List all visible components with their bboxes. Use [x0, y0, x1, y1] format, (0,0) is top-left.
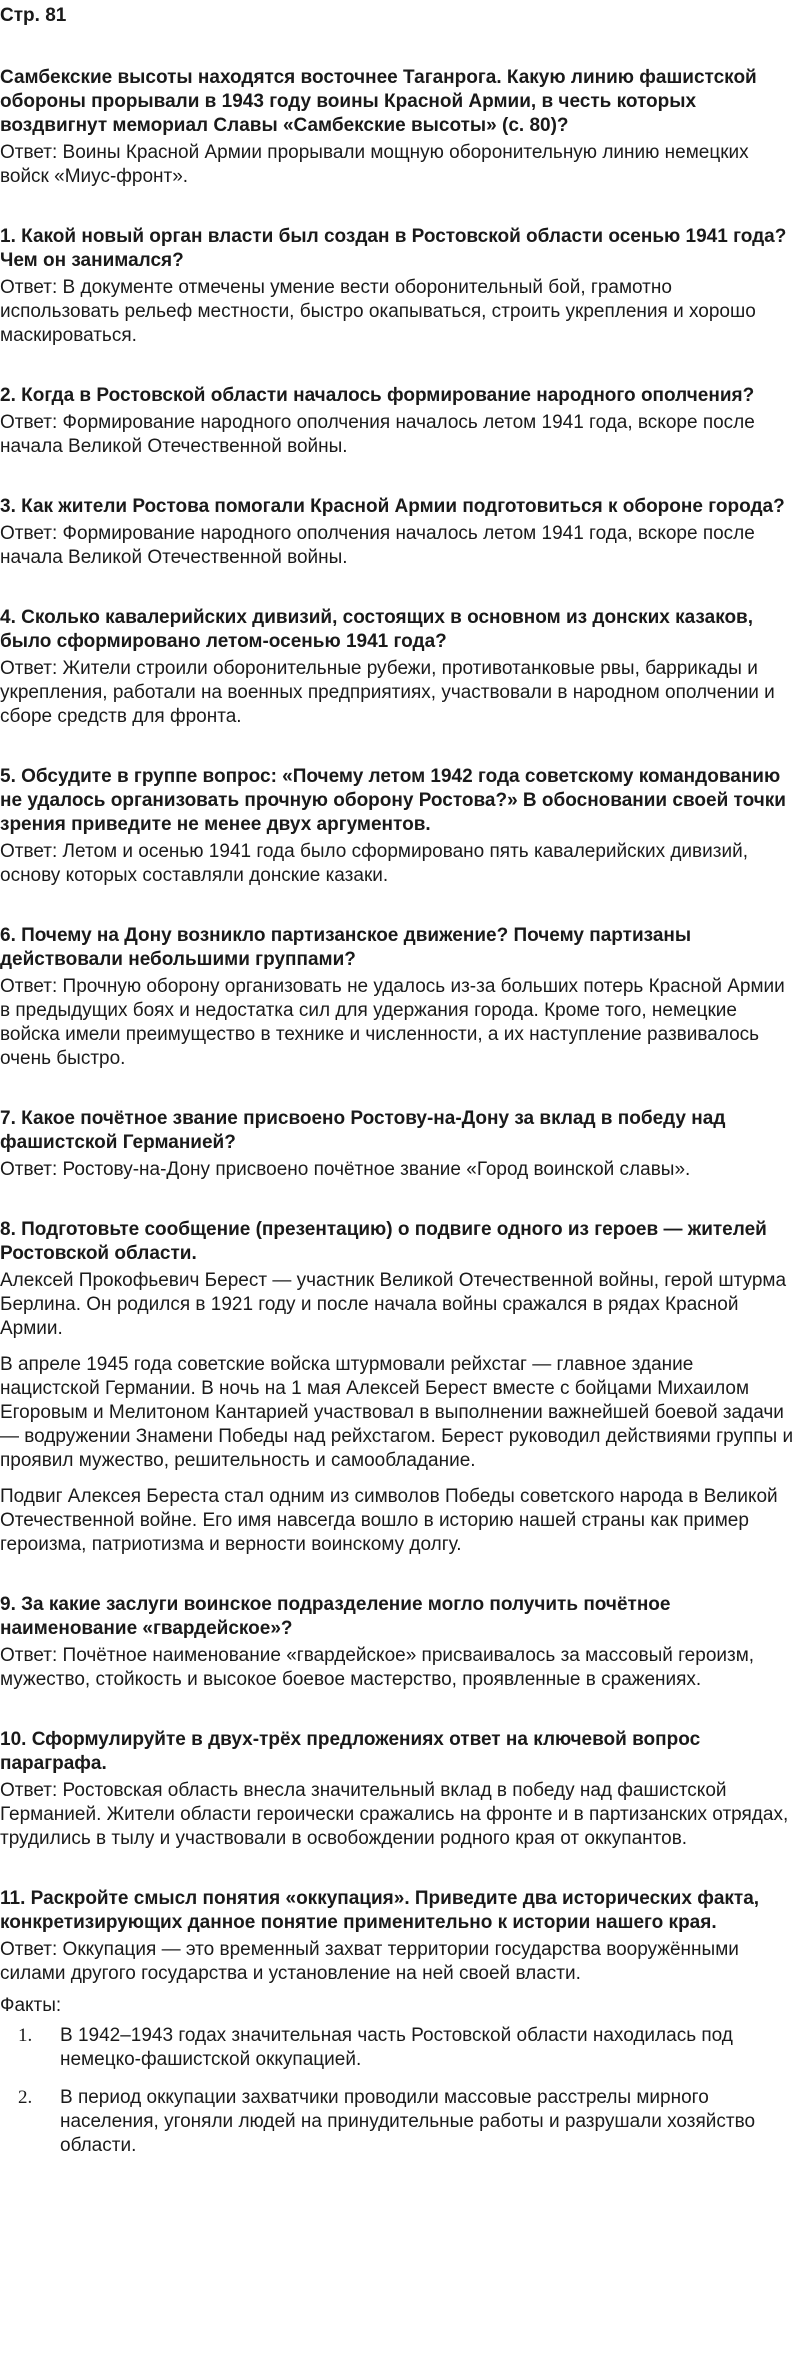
qa-block — [0, 66, 794, 189]
question: Самбекские высоты находятся восточнее Таганрога. Какую линию фашистской обороны прорывали в 1943 году воины Красной Армии, в честь которых воздвигнут мемориал Славы «Самбекские высоты» (с. 80)? — [0, 67, 757, 136]
fact-number: 1. — [18, 2025, 33, 2046]
qa-block — [0, 1107, 794, 1182]
fact-text: В 1942–1943 годах значительная часть Ростовской области находилась под немецко-фашистской оккупацией. — [60, 2025, 733, 2070]
question: 1. Какой новый орган власти был создан в Ростовской области осенью 1941 года? Чем он занимался? — [0, 226, 787, 271]
question: 2. Когда в Ростовской области началось формирование народного ополчения? — [0, 385, 755, 406]
question: 9. За какие заслуги воинское подразделение могло получить почётное наименование «гвардейское»? — [0, 1594, 671, 1639]
answer-paragraph: В апреле 1945 года советские войска штурмовали рейхстаг — главное здание нацистской Германии. В ночь на 1 мая Алексей Берест вместе с бойцами Михаилом Егоровым и Мелитоном Кантарией участвовал в выполнении важнейшей боевой задачи — водружении Знамени Победы над рейхстагом. Берест руководил действиями группы и проявил мужество, решительность и самообладание. — [0, 1354, 794, 1471]
answer: Ответ: Формирование народного ополчения началось летом 1941 года, вскоре после начала Великой Отечественной войны. — [0, 523, 755, 568]
fact-item — [0, 2024, 794, 2072]
answer: Ответ: Формирование народного ополчения началось летом 1941 года, вскоре после начала Великой Отечественной войны. — [0, 412, 755, 457]
answer: Ответ: Жители строили оборонительные рубежи, противотанковые рвы, баррикады и укрепления, работали на военных предприятиях, участвовали в народном ополчении и сборе средств для фронта. — [0, 658, 775, 727]
fact-number: 2. — [18, 2087, 33, 2108]
qa-list — [0, 66, 794, 1851]
fact-text: В период оккупации захватчики проводили массовые расстрелы мирного населения, угоняли людей на принудительные работы и разрушали хозяйство области. — [60, 2087, 756, 2156]
answer: Ответ: Воины Красной Армии прорывали мощную оборонительную линию немецких войск «Миус-фронт». — [0, 142, 749, 187]
answer: Ответ: В документе отмечены умение вести оборонительный бой, грамотно использовать рельеф местности, быстро окапываться, строить укрепления и хорошо маскироваться. — [0, 277, 756, 346]
facts-label: Факты: — [0, 1995, 62, 2016]
qa-block — [0, 1728, 794, 1851]
qa-block — [0, 1218, 794, 1557]
qa-block — [0, 1593, 794, 1692]
question: 6. Почему на Дону возникло партизанское движение? Почему партизаны действовали небольшими группами? — [0, 925, 692, 970]
question: 8. Подготовьте сообщение (презентацию) о подвиге одного из героев — жителей Ростовской области. — [0, 1219, 767, 1264]
question: 10. Сформулируйте в двух-трёх предложениях ответ на ключевой вопрос параграфа. — [0, 1729, 701, 1774]
question: 7. Какое почётное звание присвоено Ростову-на-Дону за вклад в победу над фашистской Германией? — [0, 1108, 726, 1153]
answer: Ответ: Ростову-на-Дону присвоено почётное звание «Город воинской славы». — [0, 1159, 691, 1180]
qa-block — [0, 606, 794, 729]
question-11: 11. Раскройте смысл понятия «оккупация». Приведите два исторических факта, конкретизирующих данное понятие применительно к истории нашего края. — [0, 1888, 760, 1933]
answer: Ответ: Летом и осенью 1941 года было сформировано пять кавалерийских дивизий, основу которых составляли донские казаки. — [0, 841, 748, 886]
qa-block — [0, 924, 794, 1071]
qa-block — [0, 225, 794, 348]
qa-block — [0, 495, 794, 570]
qa-block-11 — [0, 1887, 794, 2158]
answer: Ответ: Почётное наименование «гвардейское» присваивалось за массовый героизм, мужество, стойкость и высокое боевое мастерство, проявленные в сражениях. — [0, 1645, 755, 1690]
answer: Алексей Прокофьевич Берест — участник Великой Отечественной войны, герой штурма Берлина. Он родился в 1921 году и после начала войны сражался в рядах Красной Армии. — [0, 1270, 787, 1339]
page-title: Стр. 81 — [0, 5, 67, 26]
question: 4. Сколько кавалерийских дивизий, состоящих в основном из донских казаков, было сформировано летом-осенью 1941 года? — [0, 607, 754, 652]
facts-list — [0, 2024, 794, 2158]
fact-item — [0, 2086, 794, 2158]
answer-11: Ответ: Оккупация — это временный захват территории государства вооружёнными силами другого государства и установление на ней своей власти. — [0, 1939, 739, 1984]
question: 3. Как жители Ростова помогали Красной Армии подготовиться к обороне города? — [0, 496, 785, 517]
qa-block — [0, 765, 794, 888]
answer-paragraph: Подвиг Алексея Береста стал одним из символов Победы советского народа в Великой Отечественной войне. Его имя навсегда вошло в историю нашей страны как пример героизма, патриотизма и верности воинскому долгу. — [0, 1486, 778, 1555]
answer: Ответ: Ростовская область внесла значительный вклад в победу над фашистской Германией. Жители области героически сражались на фронте и в партизанских отрядах, трудились в тылу и участвовали в освобождении родного края от оккупантов. — [0, 1780, 789, 1849]
answer: Ответ: Прочную оборону организовать не удалось из-за больших потерь Красной Армии в предыдущих боях и недостатка сил для удержания города. Кроме того, немецкие войска имели преимущество в технике и численности, а их наступление развивалось очень быстро. — [0, 976, 785, 1069]
question: 5. Обсудите в группе вопрос: «Почему летом 1942 года советскому командованию не удалось организовать прочную оборону Ростова?» В обосновании своей точки зрения приведите не менее двух аргументов. — [0, 766, 786, 835]
qa-block — [0, 384, 794, 459]
